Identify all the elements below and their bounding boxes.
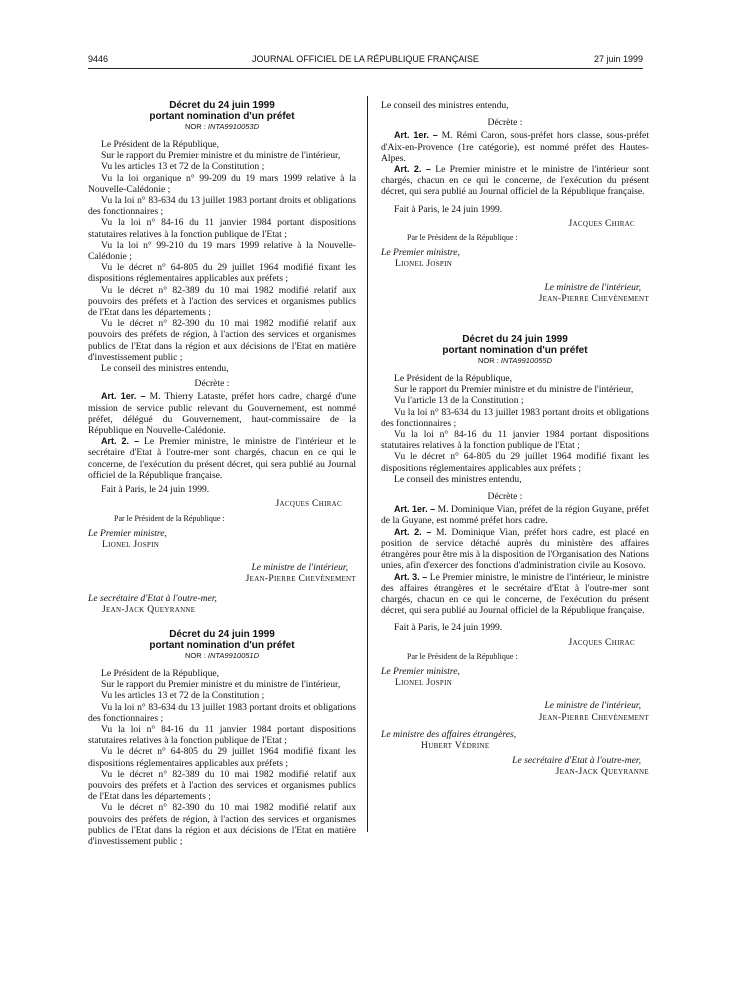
article-2 <box>381 164 649 198</box>
article-text: Le Premier ministre et le ministre de l'intérieur sont chargés, chacun en ce qui le concerne, de l'exécution du présent décret, qui sera publié au Journal officiel de la République française. <box>381 164 649 198</box>
pm-name: Lionel Jospin <box>395 677 453 689</box>
visa-line: Vu la loi n° 83-634 du 13 juillet 1983 portant droits et obligations des fonctionnaires ; <box>381 406 649 429</box>
secretary-title: Le secrétaire d'Etat à l'outre-mer, <box>512 755 641 767</box>
article-2 <box>88 436 356 481</box>
visa-line: Le Président de la République, <box>101 667 220 679</box>
president-signature: Jacques Chirac <box>568 636 635 648</box>
nor-label: NOR : <box>184 122 208 131</box>
nor-code: INTA9910053D <box>207 122 260 131</box>
article-text: M. Dominique Vian, préfet de la région Guyane, préfet de la Guyane, est nommé préfet hors cadre. <box>381 504 649 527</box>
page-header <box>88 54 643 68</box>
article-label: Art. 1er. – <box>394 130 438 141</box>
article-3 <box>381 572 649 617</box>
visa-line: Vu la loi n° 83-634 du 13 juillet 1983 portant droits et obligations des fonctionnaires ; <box>88 195 356 218</box>
article-text: M. Rémi Caron, sous-préfet hors classe, sous-préfet d'Aix-en-Provence (1re catégorie), est nommé préfet des Hautes-Alpes. <box>381 130 649 164</box>
visa-line: Vu le décret n° 82-390 du 10 mai 1982 modifié relatif aux pouvoirs des préfets de région, à l'action des services et organismes publics de l'Etat dans la région et aux décisions de l'Etat en matière d'investissement public ; <box>88 802 356 847</box>
decrete-heading: Décrète : <box>194 378 230 390</box>
header-rule <box>88 68 643 69</box>
decree-title: Décret du 24 juin 1999 <box>462 334 568 346</box>
visa-line: Vu le décret n° 64-805 du 29 juillet 1964 modifié fixant les dispositions réglementaires applicables aux préfets ; <box>88 746 356 769</box>
countersign-intro: Par le Président de la République : <box>114 513 225 523</box>
visa-line: Sur le rapport du Premier ministre et du ministre de l'intérieur, <box>101 679 341 691</box>
visa-line: Vu la loi n° 84-16 du 11 janvier 1984 portant dispositions statutaires relatives à la fonction publique de l'Etat ; <box>381 429 649 452</box>
place-date: Fait à Paris, le 24 juin 1999. <box>101 484 210 496</box>
article-label: Art. 2. – <box>394 526 432 537</box>
pm-name: Lionel Jospin <box>102 538 160 550</box>
pm-title: Le Premier ministre, <box>381 247 460 259</box>
visa-line: Vu la loi n° 83-634 du 13 juillet 1983 portant droits et obligations des fonctionnaires ; <box>88 701 356 724</box>
visa-line: Vu le décret n° 82-390 du 10 mai 1982 modifié relatif aux pouvoirs des préfets de région, à l'action des services et organismes publics de l'Etat dans la région et aux décisions de l'Etat en matière d'investissement public ; <box>88 318 356 363</box>
nor-label: NOR : <box>184 650 208 660</box>
pm-title: Le Premier ministre, <box>88 527 167 539</box>
place-date: Fait à Paris, le 24 juin 1999. <box>394 203 503 215</box>
page-number: 9446 <box>88 54 109 64</box>
article-text: M. Thierry Lataste, préfet hors cadre, chargé d'une mission de service public relevant du Gouvernement, est nommé préfet, délégué du Gouvernement, haut-commissaire de la République en Nouvelle-Calédonie. <box>88 391 356 437</box>
nor-reference <box>381 356 649 366</box>
article-label: Art. 1er. – <box>101 391 146 402</box>
article-1 <box>88 391 356 436</box>
article-text: M. Dominique Vian, préfet hors cadre, est placé en position de service détaché auprès du ministère des affaires étrangères pour être mis à la disposition de l'Organisation des Nations unies, afin d'exercer des fonctions d'administration civile au Kosovo. <box>381 526 650 572</box>
visa-line: Vu la loi n° 99-210 du 19 mars 1999 relative à la Nouvelle-Calédonie ; <box>88 239 356 263</box>
decree-2-start <box>88 629 356 847</box>
decree-subtitle: portant nomination d'un préfet <box>149 111 295 122</box>
pm-title: Le Premier ministre, <box>381 665 460 677</box>
visa-line: Vu le décret n° 82-389 du 10 mai 1982 modifié relatif aux pouvoirs des préfets et à l'action des services et organismes publics de l'Etat dans les départements ; <box>88 768 356 803</box>
nor-code: INTA9910051D <box>207 650 260 660</box>
visa-list <box>88 668 356 847</box>
left-column <box>88 100 356 847</box>
visa-line: Sur le rapport du Premier ministre et du ministre de l'intérieur, <box>394 384 634 396</box>
foreign-minister-name: Hubert Védrine <box>421 739 490 751</box>
nor-reference <box>88 651 356 661</box>
decrete-heading: Décrète : <box>487 117 523 129</box>
visa-line: Vu la loi n° 84-16 du 11 janvier 1984 portant dispositions statutaires relatives à la fonction publique de l'Etat ; <box>88 217 356 240</box>
visa-list <box>88 139 356 374</box>
decrete-heading: Décrète : <box>487 491 523 503</box>
visa-line: Vu le décret n° 64-805 du 29 juillet 1964 modifié fixant les dispositions réglementaires applicables aux préfets ; <box>381 451 649 474</box>
decree-2-end <box>381 100 649 304</box>
visa-line: Le Président de la République, <box>101 139 220 150</box>
article-label: Art. 1er. – <box>394 504 436 515</box>
visa-line: Vu le décret n° 64-805 du 29 juillet 1964 modifié fixant les dispositions réglementaires applicables aux préfets ; <box>88 262 356 285</box>
issue-date: 27 juin 1999 <box>593 54 643 64</box>
countersign-intro: Par le Président de la République : <box>407 233 518 243</box>
visa-line: Le conseil des ministres entendu, <box>101 363 229 375</box>
decree-subtitle: portant nomination d'un préfet <box>442 345 588 357</box>
president-signature: Jacques Chirac <box>275 498 342 510</box>
decree-title: Décret du 24 juin 1999 <box>169 628 275 640</box>
interior-minister-name: Jean-Pierre Chevènement <box>538 711 649 723</box>
visa-line: Sur le rapport du Premier ministre et du ministre de l'intérieur, <box>101 150 341 162</box>
visa-line: Le conseil des ministres entendu, <box>394 473 522 485</box>
place-date: Fait à Paris, le 24 juin 1999. <box>394 622 503 634</box>
article-1 <box>381 504 649 526</box>
article-2 <box>381 527 649 572</box>
article-label: Art. 2. – <box>101 436 140 447</box>
interior-minister-name: Jean-Pierre Chevènement <box>538 292 649 304</box>
article-text: Le Premier ministre, le ministre de l'intérieur, le ministre des affaires étrangères et le secrétaire d'Etat à l'outre-mer sont chargés, chacun en ce qui le concerne, de l'exécution du présent décret, qui sera publié au Journal officiel de la République française. <box>381 571 649 617</box>
decree-1 <box>88 100 356 615</box>
article-text: Le Premier ministre, le ministre de l'intérieur et le secrétaire d'Etat à l'outre-mer sont chargés, chacun en ce qui le concerne, de l'exécution du présent décret, qui sera publié au Journal officiel de la République française. <box>88 436 356 481</box>
visa-line: Le conseil des ministres entendu, <box>381 100 509 111</box>
secretary-name: Jean-Jack Queyranne <box>102 603 196 615</box>
interior-minister-title: Le ministre de l'intérieur, <box>544 700 641 712</box>
visa-list <box>381 373 649 485</box>
interior-minister-name: Jean-Pierre Chevènement <box>245 573 356 585</box>
journal-title: JOURNAL OFFICIEL DE LA RÉPUBLIQUE FRANÇAISE <box>252 54 479 64</box>
decree-3 <box>381 334 649 778</box>
article-label: Art. 2. – <box>394 164 431 175</box>
secretary-title: Le secrétaire d'Etat à l'outre-mer, <box>88 592 217 604</box>
column-divider <box>367 96 368 832</box>
visa-line: Vu les articles 13 et 72 de la Constitution ; <box>101 161 265 173</box>
decree-subtitle: portant nomination d'un préfet <box>149 639 295 651</box>
right-column <box>381 100 649 778</box>
secretary-name: Jean-Jack Queyranne <box>555 766 649 778</box>
visa-line: Vu la loi n° 84-16 du 11 janvier 1984 portant dispositions statutaires relatives à la fonction publique de l'Etat ; <box>88 723 356 747</box>
visa-line: Vu les articles 13 et 72 de la Constitution ; <box>101 690 265 702</box>
pm-name: Lionel Jospin <box>395 258 453 270</box>
article-1 <box>381 130 649 164</box>
interior-minister-title: Le ministre de l'intérieur, <box>251 562 348 574</box>
interior-minister-title: Le ministre de l'intérieur, <box>544 281 641 293</box>
countersign-intro: Par le Président de la République : <box>407 651 518 661</box>
visa-line: Vu la loi organique n° 99-209 du 19 mars 1999 relative à la Nouvelle-Calédonie ; <box>88 172 356 195</box>
nor-label: NOR : <box>477 356 501 366</box>
article-label: Art. 3. – <box>394 571 428 582</box>
visa-line: Vu le décret n° 82-389 du 10 mai 1982 modifié relatif aux pouvoirs des préfets et à l'action des services et organismes publics de l'Etat dans les départements ; <box>88 284 356 319</box>
nor-reference <box>88 122 356 132</box>
foreign-minister-title: Le ministre des affaires étrangères, <box>381 728 517 740</box>
nor-code: INTA9910055D <box>500 356 553 366</box>
decree-title: Décret du 24 juin 1999 <box>169 100 275 111</box>
visa-line: Le Président de la République, <box>394 373 513 385</box>
president-signature: Jacques Chirac <box>568 217 635 229</box>
visa-line: Vu l'article 13 de la Constitution ; <box>394 395 524 407</box>
